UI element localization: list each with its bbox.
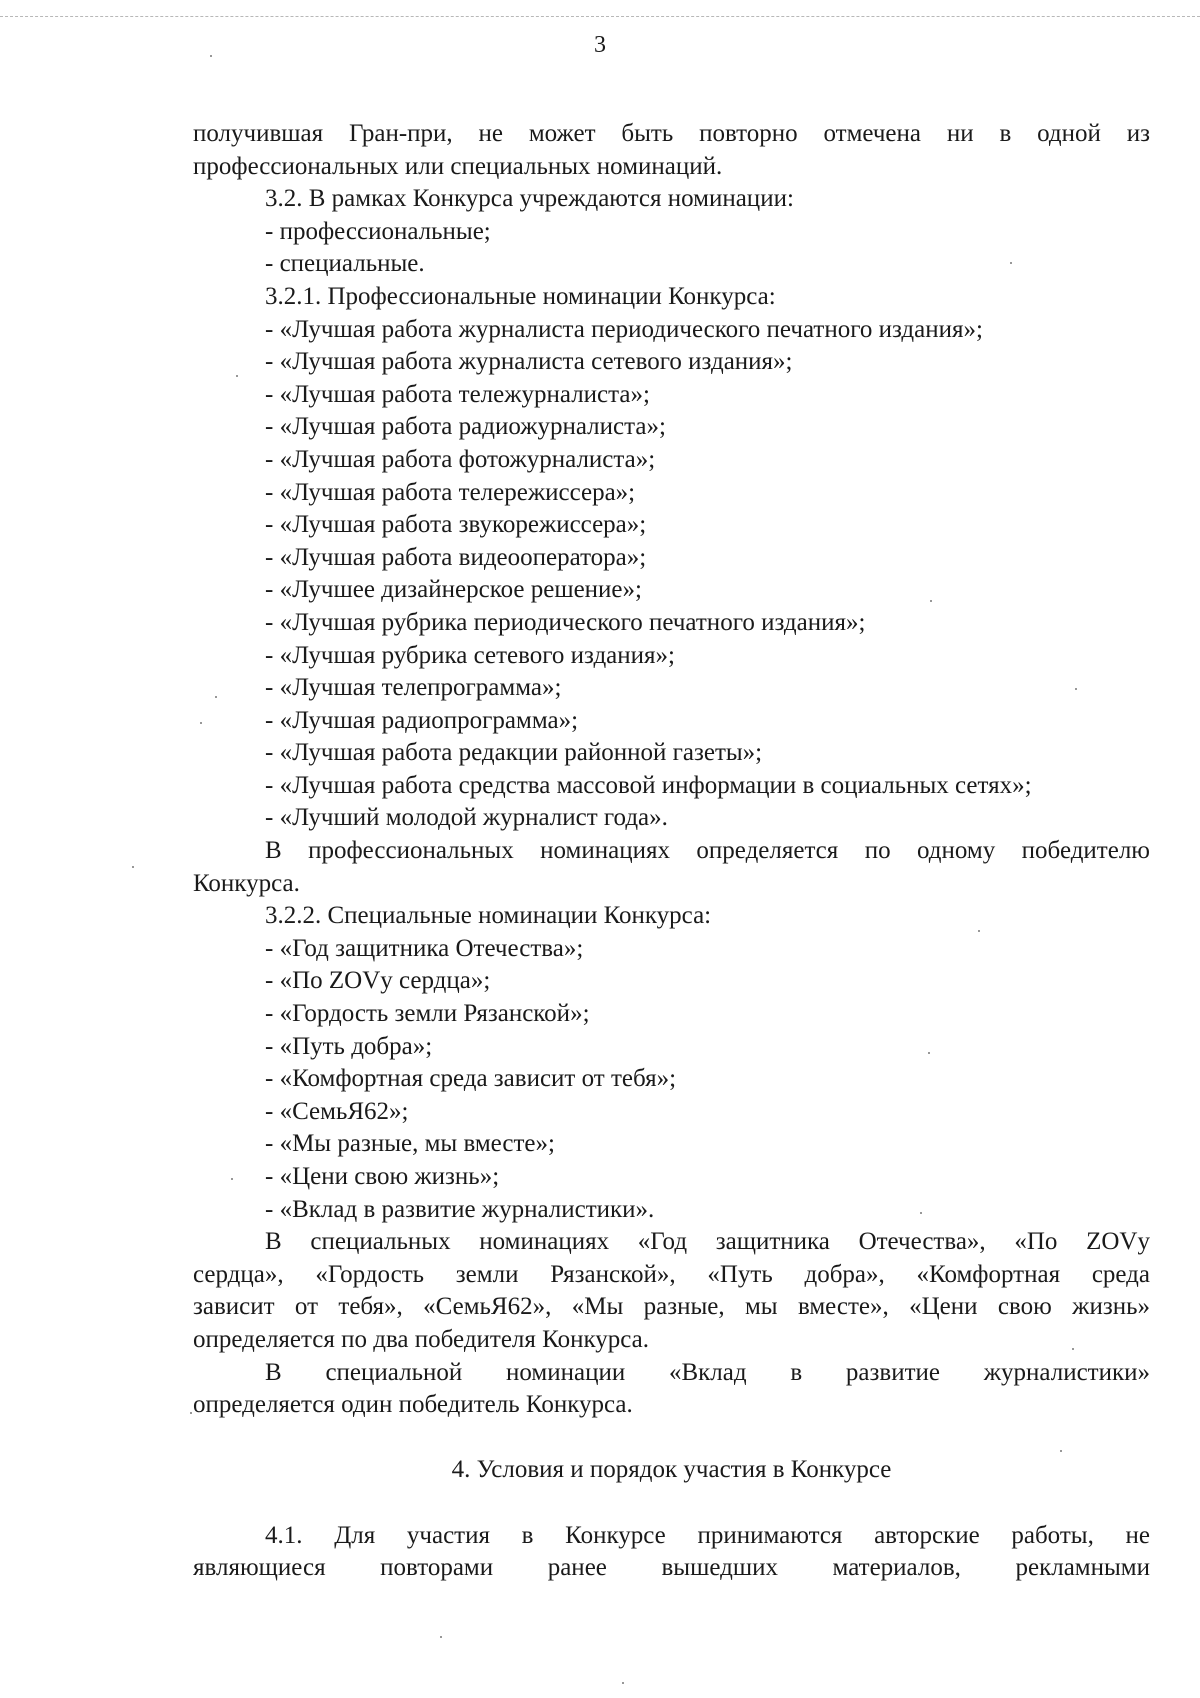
document-body: [193, 118, 1150, 1585]
paragraph-line: В специальных номинациях «Год защитника Отечества», «По ZOVу: [265, 1228, 1150, 1256]
paragraph-line: В специальной номинации «Вклад в развитие журналистики»: [265, 1358, 1150, 1386]
scan-speck: [200, 722, 202, 724]
scan-speck: [1010, 262, 1012, 264]
list-item: - «Лучшая работа редакции районной газеты»;: [265, 739, 763, 767]
list-item: - «Лучшее дизайнерское решение»;: [265, 576, 642, 604]
list-item: - «Год защитника Отечества»;: [265, 934, 584, 962]
scan-speck: [622, 1682, 624, 1684]
list-item: - «Лучшая работа звукорежиссера»;: [265, 511, 647, 539]
paragraph-line: 4.1. Для участия в Конкурсе принимаются авторские работы, не: [265, 1521, 1150, 1549]
paragraph-line: сердца», «Гордость земли Рязанской», «Путь добра», «Комфортная среда: [193, 1260, 1150, 1288]
list-item: - «СемьЯ62»;: [265, 1097, 409, 1125]
list-item: - «Лучшая рубрика сетевого издания»;: [265, 641, 675, 669]
spacer: [193, 1422, 1150, 1455]
paragraph-line: получившая Гран-при, не может быть повторно отмечена ни в одной из: [193, 120, 1150, 147]
scan-speck: [190, 1412, 192, 1414]
spacer: [193, 1487, 1150, 1520]
paragraph-line: Конкурса.: [193, 869, 300, 897]
clause-3-2-1: 3.2.1. Профессиональные номинации Конкурса:: [265, 282, 776, 310]
paragraph-line: зависит от тебя», «СемьЯ62», «Мы разные, мы вместе», «Цени свою жизнь»: [193, 1293, 1150, 1321]
clause-3-2: 3.2. В рамках Конкурса учреждаются номинации:: [265, 185, 794, 213]
list-item: - «Гордость земли Рязанской»;: [265, 1000, 590, 1028]
scan-speck: [440, 1636, 442, 1638]
list-item: - «Мы разные, мы вместе»;: [265, 1130, 555, 1158]
scan-speck: [928, 1052, 930, 1054]
list-item: - специальные.: [265, 250, 425, 278]
clause-3-2-2: 3.2.2. Специальные номинации Конкурса:: [265, 902, 712, 930]
scan-speck: [231, 1178, 233, 1180]
list-item: - «Путь добра»;: [265, 1032, 433, 1060]
scan-speck: [215, 696, 217, 698]
paragraph-line: В профессиональных номинациях определяется по одному победителю: [265, 837, 1150, 865]
list-item: - «Лучшая радиопрограмма»;: [265, 706, 579, 734]
paragraph-line: определяется по два победителя Конкурса.: [193, 1325, 650, 1353]
list-item: - «Цени свою жизнь»;: [265, 1163, 500, 1190]
list-item: - «Лучшая рубрика периодического печатного издания»;: [265, 608, 866, 636]
list-item: - «Вклад в развитие журналистики».: [265, 1195, 655, 1223]
list-item: - «Лучшая работа фотожурналиста»;: [265, 445, 656, 473]
scan-edge: [0, 16, 1200, 17]
list-item: - «Комфортная среда зависит от тебя»;: [265, 1065, 677, 1093]
scan-speck: [236, 375, 238, 377]
list-item: - «Лучшая телепрограмма»;: [265, 674, 562, 702]
list-item: - «Лучшая работа тележурналиста»;: [265, 380, 650, 408]
scan-speck: [210, 55, 212, 57]
list-item: - «Лучшая работа видеооператора»;: [265, 543, 647, 571]
scan-speck: [920, 1212, 922, 1214]
list-item: - профессиональные;: [265, 217, 491, 245]
list-item: - «По ZOVу сердца»;: [265, 967, 491, 995]
paragraph-line: определяется один победитель Конкурса.: [193, 1391, 633, 1419]
scan-speck: [1075, 688, 1077, 690]
scan-speck: [1072, 1348, 1074, 1350]
list-item: - «Лучший молодой журналист года».: [265, 804, 668, 832]
scan-speck: [978, 930, 980, 932]
scan-speck: [930, 600, 932, 602]
scan-speck: [132, 866, 134, 868]
list-item: - «Лучшая работа журналиста периодического печатного издания»;: [265, 315, 983, 343]
list-item: - «Лучшая работа радиожурналиста»;: [265, 413, 666, 441]
scan-speck: [1060, 1450, 1062, 1452]
paragraph-line: являющиеся повторами ранее вышедших материалов, рекламными: [193, 1554, 1150, 1582]
list-item: - «Лучшая работа журналиста сетевого издания»;: [265, 348, 793, 376]
page-number: 3: [594, 32, 606, 58]
section-heading: 4. Условия и порядок участия в Конкурсе: [451, 1456, 892, 1484]
list-item: - «Лучшая работа телережиссера»;: [265, 478, 636, 506]
list-item: - «Лучшая работа средства массовой информации в социальных сетях»;: [265, 771, 1032, 799]
paragraph-line: профессиональных или специальных номинаций.: [193, 152, 723, 180]
